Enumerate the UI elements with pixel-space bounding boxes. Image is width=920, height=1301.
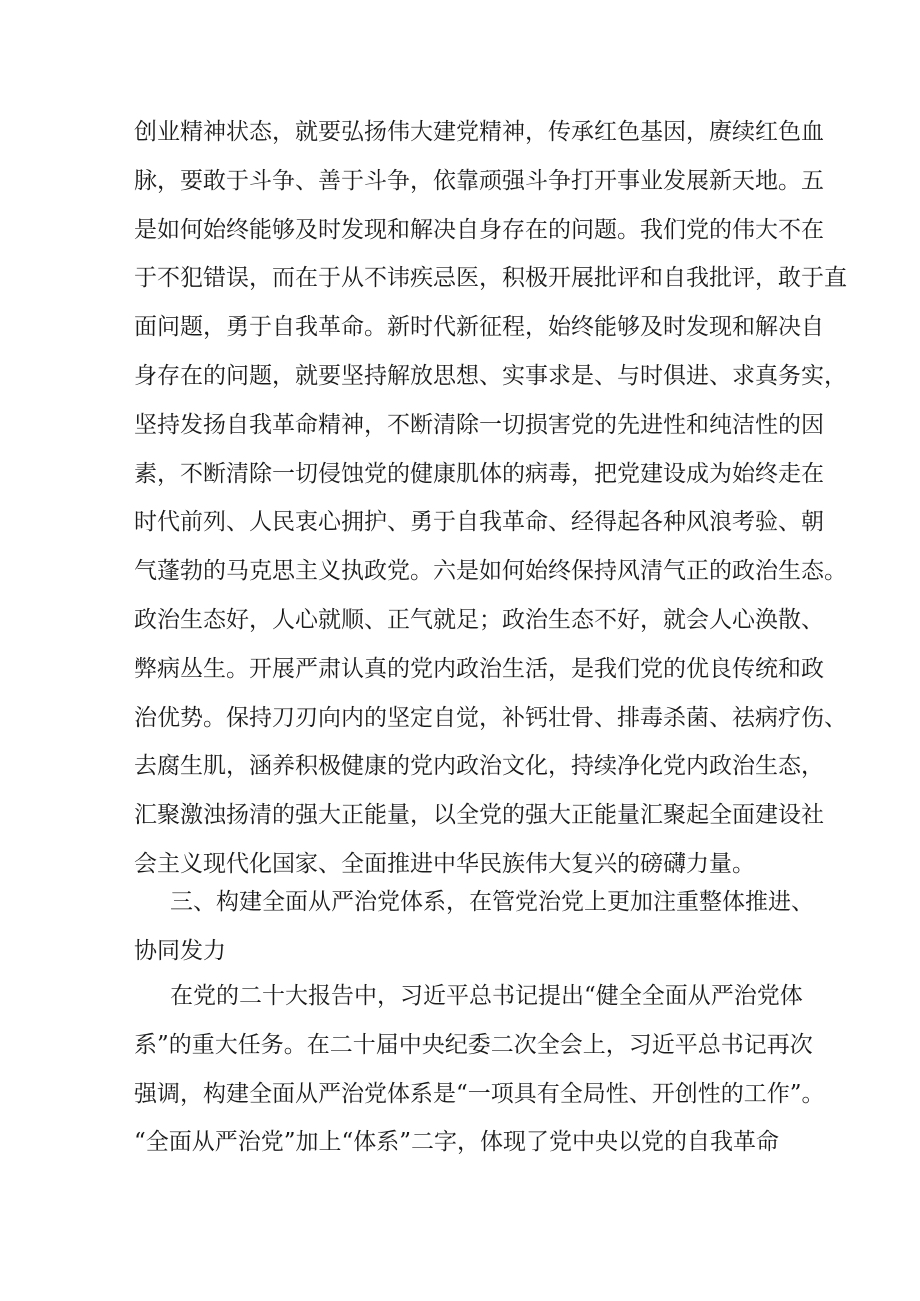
heading-line: 协同发力 xyxy=(134,937,226,964)
paragraph-line: 是如何始终能够及时发现和解决自身存在的问题。我们党的伟大不在 xyxy=(134,216,824,243)
paragraph-line: 强调，构建全面从严治党体系是“一项具有全局性、开创性的工作”。 xyxy=(134,1080,825,1107)
paragraph-line: 面问题，勇于自我革命。新时代新征程，始终能够及时发现和解决自 xyxy=(134,314,824,341)
paragraph-line: 素，不断清除一切侵蚀党的健康肌体的病毒，把党建设成为始终走在 xyxy=(134,460,824,487)
section-heading xyxy=(134,878,814,976)
paragraph-line: 身存在的问题，就要坚持解放思想、实事求是、与时俱进、求真务实， xyxy=(134,362,847,389)
paragraph-line: 于不犯错误，而在于从不讳疾忌医，积极开展批评和自我批评，敢于直 xyxy=(134,265,847,292)
paragraph-line: 汇聚激浊扬清的强大正能量，以全党的强大正能量汇聚起全面建设社 xyxy=(134,802,824,829)
paragraph-line: 气蓬勃的马克思主义执政党。六是如何始终保持风清气正的政治生态。 xyxy=(134,558,847,585)
continuation-paragraph xyxy=(134,108,847,889)
paragraph-line: 脉，要敢于斗争、善于斗争，依靠顽强斗争打开事业发展新天地。五 xyxy=(134,167,824,194)
paragraph-line: 政治生态好，人心就顺、正气就足；政治生态不好，就会人心涣散、 xyxy=(134,606,824,633)
paragraph-line: 时代前列、人民衷心拥护、勇于自我革命、经得起各种风浪考验、朝 xyxy=(134,509,824,536)
paragraph-line: 去腐生肌，涵养积极健康的党内政治文化，持续净化党内政治生态， xyxy=(134,753,824,780)
paragraph-line: 在党的二十大报告中，习近平总书记提出“健全全面从严治党体 xyxy=(170,983,803,1009)
paragraph-line: “全面从严治党”加上“体系”二字，体现了党中央以党的自我革命 xyxy=(134,1129,780,1156)
heading-line: 三、构建全面从严治党体系，在管党治党上更加注重整体推进、 xyxy=(170,889,814,915)
paragraph-line: 治优势。保持刀刃向内的坚定自觉，补钙壮骨、排毒杀菌、祛病疗伤、 xyxy=(134,704,847,731)
paragraph-line: 弊病丛生。开展严肃认真的党内政治生活，是我们党的优良传统和政 xyxy=(134,655,824,682)
paragraph-line: 会主义现代化国家、全面推进中华民族伟大复兴的磅礴力量。 xyxy=(134,850,755,877)
paragraph-line: 坚持发扬自我革命精神，不断清除一切损害党的先进性和纯洁性的因 xyxy=(134,411,824,438)
paragraph xyxy=(134,972,825,1167)
paragraph-line: 创业精神状态，就要弘扬伟大建党精神，传承红色基因，赓续红色血 xyxy=(134,119,824,145)
paragraph-line: 系”的重大任务。在二十届中央纪委二次全会上，习近平总书记再次 xyxy=(134,1031,813,1058)
